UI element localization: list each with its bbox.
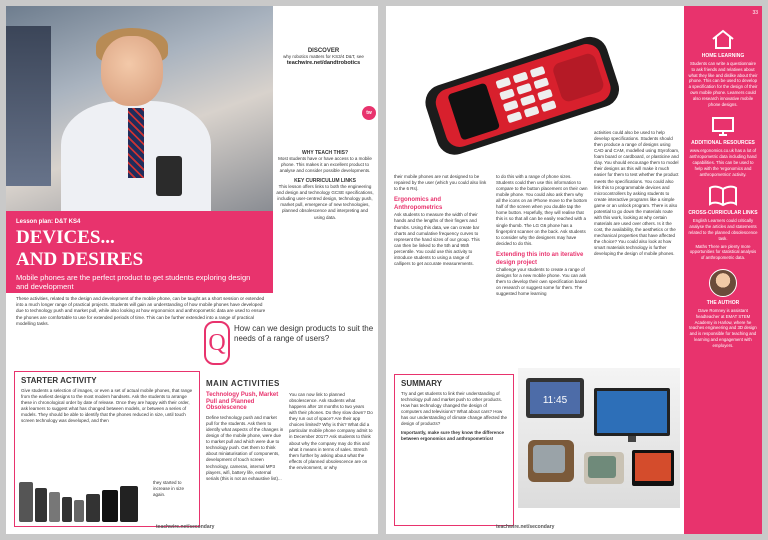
tv-evolution-illustration <box>518 368 680 508</box>
home-learning-text: Students can write a questionnaire to ask friends and relatives about what they like and dislike about their phone. This can be used to develop a specification for the design of their own mobile phone. Learners could also research innovative mobile phone designs. <box>688 61 758 107</box>
starter-heading: STARTER ACTIVITY <box>21 376 97 385</box>
ergonomics-text: Ask students to measure the width of their hands and the lengths of their fingers and thumbs. Using this data, we can create bar charts and cumulative frequency curves to represent the hand sizes of our group. This can then be linked to the 5th and 95th percentile. You could use this activity to introduce students to using a range of callipers to get accurate measurements. <box>394 212 480 266</box>
phone-icon <box>120 486 138 522</box>
planned-obsolescence-text: You can now link to planned obsolescence. Ask students what happens after 18 months to two years with their phones. Do they slow down? Do they run out of space? Are their app choices limited? Why is this? What did a particular mobile phone company admit to in December 2017? Ask students to think about why the company may do this and what it means in terms of sales. Stretch them further by asking about what the effects of planned obsolescence are on the environment, or why <box>289 392 373 470</box>
col-a-text: their mobile phones are not designed to be repaired by the user (which you could also link to the 6 Rs). <box>394 174 487 192</box>
left-page <box>6 6 378 534</box>
phone-icon <box>19 482 33 522</box>
phone-icon <box>35 488 47 522</box>
home-learning-heading: HOME LEARNING <box>701 53 745 59</box>
question-q-icon: Q <box>204 321 230 365</box>
column-c: activities could also be used to help develop specifications. Students should then produce a range of designs using CAD and CAM, modelled using Styrofoam, foam board or cardboard, or plasticine and clay. You should encourage them to model their designs as this will make it much easier for them to test whether the product meets the specifications. You could also link this to programmable devices and microcontrollers by asking students to create interactive programs like a simple game or an unlock program. There is also potential to go down the materials route with this work, looking at why certain materials are used over others. Is it the cost, the availability, the aesthetics or the mechanical properties that have affected the choice? You could also look at how smart materials technology is further developing the design of mobile phones. <box>594 130 680 257</box>
title-band <box>6 211 273 293</box>
cross-curricular-section <box>688 185 758 261</box>
cross-english-text: English Learners could critically analyse the articles and statements related to the planned obsolescence task. <box>688 218 758 241</box>
column-b <box>496 174 589 297</box>
page-number: 33 <box>752 10 758 16</box>
iterative-design-text: Challenge your students to create a range of designs for a new mobile phone. You can ask them to develop their own specification based on research or suggest some for them. The suggested home learning <box>496 266 588 297</box>
author-avatar <box>709 269 737 297</box>
home-learning-section <box>688 28 758 107</box>
key-links-text: This lesson offers links to both the engineering and design and technology GCSE specifications, including user-centred design, technology push, market pull, emergence of new technologies, planned obsolescence and interpreting and using data. <box>276 184 374 220</box>
tech-push-heading: Technology Push, Market Pull and Planned Obsolescence <box>206 392 279 412</box>
starter-tail-text: they started to increase in size again. <box>153 479 185 497</box>
right-page <box>386 6 762 534</box>
footer-url: teachwire.net/secondary <box>496 524 555 530</box>
tv-clock-text: 11:45 <box>542 395 568 406</box>
monitor-icon <box>710 115 736 137</box>
summary-heading: SUMMARY <box>401 379 443 388</box>
phone-evolution-image <box>19 482 138 522</box>
lesson-label: Lesson plan: D&T KS4 <box>16 219 81 225</box>
starter-text: Give students a selection of images, or even a set of actual mobile phones, that range from the earliest designs to the most modern handsets. Ask the students to arrange these in chronological order by date of release. Once they are happy with their order, ask learners to suggest what has changed between models, or between a series of models. They should be able to identify that the phones reduced in size, until touch screen technology was developed, and then <box>21 388 193 424</box>
ergonomics-heading: Ergonomics and Anthropometrics <box>394 197 443 212</box>
author-text: Dave Romney is assistant headteacher at EMAT STEM Academy in Harlow, where he teaches engineering and 3D design and is responsible for teaching and learning and engagement with employers. <box>689 307 757 348</box>
author-section <box>688 269 758 349</box>
cross-curricular-heading: CROSS-CURRICULAR LINKS <box>688 210 758 217</box>
article-title-line2: AND DESIRES <box>16 249 144 270</box>
hero-photo-student-with-phone <box>6 6 273 211</box>
student-tie <box>128 108 144 178</box>
cross-maths-text: Maths There are plenty more opportunities for statistical analysis of anthropometric data. <box>689 243 757 261</box>
teachwire-badge-icon: tw <box>362 106 376 120</box>
home-icon <box>710 28 736 50</box>
student-face <box>101 36 163 106</box>
phone-in-hand <box>156 156 182 196</box>
phone-icon <box>86 494 100 522</box>
summary-box <box>394 374 514 526</box>
televisions-image <box>518 368 680 508</box>
why-teach-box <box>276 146 374 221</box>
footer-url: teachwire.net/secondary <box>156 524 215 530</box>
book-icon <box>708 185 738 207</box>
discover-text: why robotics matters for KS3/4 D&T, see <box>283 54 364 59</box>
why-teach-heading: WHY TEACH THIS? <box>301 150 349 156</box>
resources-text: www.ergonomics.co.uk has a lot of anthropometric data including hand capabilities. This can be used to help with the 'ergonomics and anthropometrics' activity. <box>689 148 757 177</box>
phone-icon <box>62 497 72 522</box>
tech-push-text: Define technology push and market pull for the students. Ask them to identify what aspects of the changes in design of the mobile phone, were due to market pull and which were due to technology push. Get them to think about miniaturisation of components, development of touch screen technology, cameras, internal MP3 players, wifi, battery life, external serials (this is not an exhaustive list)... <box>206 415 284 481</box>
discover-heading: DISCOVER <box>307 48 340 54</box>
why-teach-text: Most students have or have access to a mobile phone. This makes it an excellent product to analyse and consider possible developments. <box>278 156 372 174</box>
starter-activity-box <box>14 371 200 527</box>
intro-paragraph: These activities, related to the design and development of the mobile phone, can be taught as a short session or extended into a much longer range of practical projects. Students will gain an understanding of how mobile phones have developed due to technology push and market pull, while also looking at how ergonomics and anthropometric data are used to ensure the phones are comfortable to use for extended periods of time. This can be further extended into a range of practical modelling tasks. <box>16 296 266 326</box>
background-student <box>6 26 51 186</box>
col-b-text: to do this with a range of phone sizes. Students could then use this information to compare to the button placement on their own mobile phone. You could also ask them why all the icons on an iPhone move to the bottom half of the screen when you double tap the home button. Hopefully, they will realise that this is so that all can be easily reached with a single thumb. The LG G6 phone has a fingerprint scanner on the back. Ask students to consider why the designers may have decided to do this. <box>496 174 588 246</box>
key-links-heading: KEY CURRICULUM LINKS <box>294 178 356 185</box>
discover-link[interactable]: teachwire.net/dandtrobotics <box>286 59 361 66</box>
phone-icon <box>102 490 118 522</box>
phone-icon <box>74 500 84 522</box>
author-heading: THE AUTHOR <box>706 299 740 306</box>
resources-heading: ADDITIONAL RESOURCES <box>691 140 755 147</box>
summary-text: Try and get students to link their understanding of technology pull and market push to other products. How has technology changed the design of computers and televisions? What about cars? How has our understanding of climate change affected the design of products? <box>401 391 507 427</box>
phone-icon <box>49 492 60 522</box>
column-a <box>394 174 487 267</box>
article-subtitle: Mobile phones are the perfect product to get students exploring design and development <box>16 273 251 291</box>
key-question: How can we design products to suit the needs of a range of users? <box>234 324 374 343</box>
article-title-line1: DEVICES... <box>16 227 115 248</box>
discover-box <box>276 48 371 66</box>
summary-text-2: Importantly, make sure they know the difference between ergonomics and anthropometrics! <box>401 430 504 442</box>
resources-section <box>688 115 758 177</box>
main-activities-heading: MAIN ACTIVITIES <box>206 379 280 388</box>
sidebar <box>684 6 762 534</box>
iterative-design-heading: Extending this into an iterative design project <box>496 251 584 266</box>
